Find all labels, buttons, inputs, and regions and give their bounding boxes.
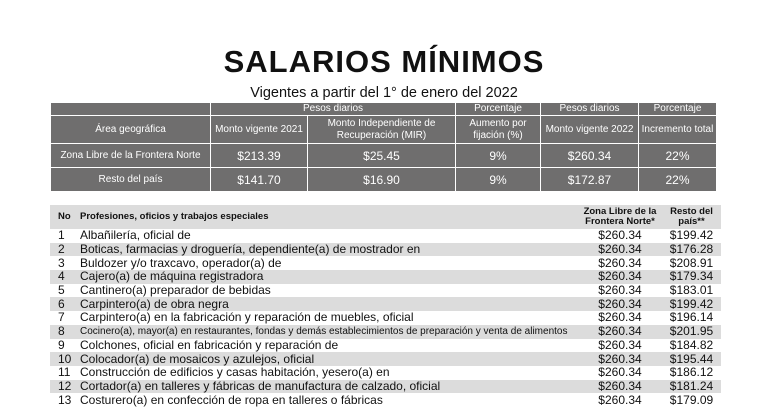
row-resto: $181.24	[662, 380, 721, 394]
row-resto: $179.34	[662, 270, 721, 284]
professions-header-row	[50, 205, 721, 229]
row-resto: $195.44	[662, 352, 721, 366]
summary-value: 9%	[456, 168, 541, 192]
summary-group-header: Pesos diarios	[541, 103, 639, 116]
row-profession: Costurero(a) en confección de ropa en talleres o fábricas	[80, 393, 383, 407]
summary-value: 9%	[456, 144, 541, 168]
summary-col-header: Monto vigente 2022	[541, 116, 639, 144]
summary-value: 22%	[639, 168, 717, 192]
table-row	[50, 311, 721, 325]
summary-col-header: Incremento total	[639, 116, 717, 144]
table-row	[50, 393, 721, 407]
row-zona: $260.34	[578, 297, 662, 311]
table-row	[50, 256, 721, 270]
row-no: 9	[58, 338, 65, 352]
row-resto: $199.42	[662, 297, 721, 311]
row-profession: Colocador(a) de mosaicos y azulejos, oficial	[78, 352, 578, 366]
row-no: 5	[58, 283, 65, 298]
row-profession: Cajero(a) de máquina registradora	[78, 270, 578, 284]
row-no: 6	[50, 297, 78, 311]
summary-area: Resto del país	[51, 168, 211, 192]
row-profession: Carpintero(a) de obra negra	[78, 297, 578, 311]
table-row	[50, 243, 721, 257]
row-zona: $260.34	[578, 325, 662, 339]
summary-col-header: Área geográfica	[51, 116, 211, 144]
row-zona: $260.34	[578, 270, 662, 284]
table-row	[50, 229, 721, 243]
row-no: 12	[50, 380, 78, 394]
row-zona: $260.34	[578, 243, 662, 257]
row-resto: $201.95	[662, 325, 721, 339]
row-profession: Cantinero(a) preparador de bebidas	[80, 283, 271, 298]
row-no: 3	[58, 256, 65, 270]
row-profession: Cocinero(a), mayor(a) en restaurantes, fondas y demás establecimientos de preparación y venta de alimentos	[78, 325, 578, 339]
header-zona-libre: Zona Libre de la Frontera Norte*	[578, 205, 662, 229]
row-zona: $260.34	[578, 352, 662, 366]
row-no: 10	[50, 352, 78, 366]
table-row	[50, 325, 721, 339]
row-no: 2	[50, 243, 78, 257]
professions-table	[50, 205, 721, 407]
row-resto: $199.42	[669, 229, 714, 243]
table-row	[50, 366, 721, 380]
summary-value: $141.70	[211, 168, 308, 192]
summary-group-header: Pesos diarios	[211, 103, 456, 116]
summary-value: $172.87	[541, 168, 639, 192]
summary-group-header: Porcentaje	[456, 103, 541, 116]
summary-table	[50, 102, 717, 192]
row-profession: Boticas, farmacias y droguería, dependiente(a) de mostrador en	[78, 243, 578, 257]
row-no: 8	[50, 325, 78, 339]
row-profession: Carpintero(a) en la fabricación y reparación de muebles, oficial	[80, 311, 414, 325]
table-row	[50, 297, 721, 311]
row-profession: Colchones, oficial en fabricación y reparación de	[80, 338, 339, 352]
header-profession: Profesiones, oficios y trabajos especiales	[78, 205, 578, 229]
row-profession: Buldozer y/o traxcavo, operador(a) de	[80, 256, 282, 270]
row-zona: $260.34	[598, 393, 642, 407]
row-zona: $260.34	[598, 256, 642, 270]
summary-row	[51, 168, 717, 192]
row-resto: $183.01	[669, 283, 714, 298]
row-zona: $260.34	[598, 311, 642, 325]
header-no: No	[50, 205, 78, 229]
summary-col-header: Aumento por fijación (%)	[456, 116, 541, 144]
row-resto: $196.14	[669, 311, 714, 325]
summary-value: $25.45	[308, 144, 456, 168]
summary-column-header-row	[51, 116, 717, 144]
summary-group-empty	[51, 103, 211, 116]
row-zona: $260.34	[598, 365, 642, 380]
row-no: 13	[58, 393, 72, 407]
row-profession: Construcción de edificios y casas habitación, yesero(a) en	[80, 365, 390, 380]
table-row	[50, 270, 721, 284]
row-no: 11	[58, 365, 71, 380]
row-no: 4	[50, 270, 78, 284]
summary-group-header-row	[51, 103, 717, 116]
row-resto: $179.09	[669, 393, 714, 407]
row-no: 1	[58, 229, 65, 243]
row-resto: $186.12	[669, 365, 714, 380]
row-resto: $176.28	[662, 243, 721, 257]
row-zona: $260.34	[578, 380, 662, 394]
table-row	[50, 339, 721, 353]
summary-col-header: Monto Independiente de Recuperación (MIR)	[308, 116, 456, 144]
table-row	[50, 352, 721, 366]
summary-value: $16.90	[308, 168, 456, 192]
table-row	[50, 380, 721, 394]
row-zona: $260.34	[598, 283, 642, 298]
row-zona: $260.34	[598, 338, 642, 352]
summary-value: 22%	[639, 144, 717, 168]
page-title: SALARIOS MÍNIMOS	[223, 44, 545, 79]
summary-value: $260.34	[541, 144, 639, 168]
summary-row	[51, 144, 717, 168]
row-profession: Cortador(a) en talleres y fábricas de manufactura de calzado, oficial	[78, 380, 578, 394]
summary-area: Zona Libre de la Frontera Norte	[51, 144, 211, 168]
row-resto: $184.82	[669, 338, 714, 352]
row-resto: $208.91	[669, 256, 714, 270]
summary-col-header: Monto vigente 2021	[211, 116, 308, 144]
row-zona: $260.34	[598, 229, 642, 243]
header-resto-pais: Resto del país**	[662, 205, 721, 229]
row-profession: Albañilería, oficial de	[80, 229, 191, 243]
summary-value: $213.39	[211, 144, 308, 168]
page-subtitle: Vigentes a partir del 1° de enero del 2022	[250, 85, 518, 101]
summary-group-header: Porcentaje	[639, 103, 717, 116]
row-no: 7	[58, 311, 65, 325]
table-row	[50, 284, 721, 298]
